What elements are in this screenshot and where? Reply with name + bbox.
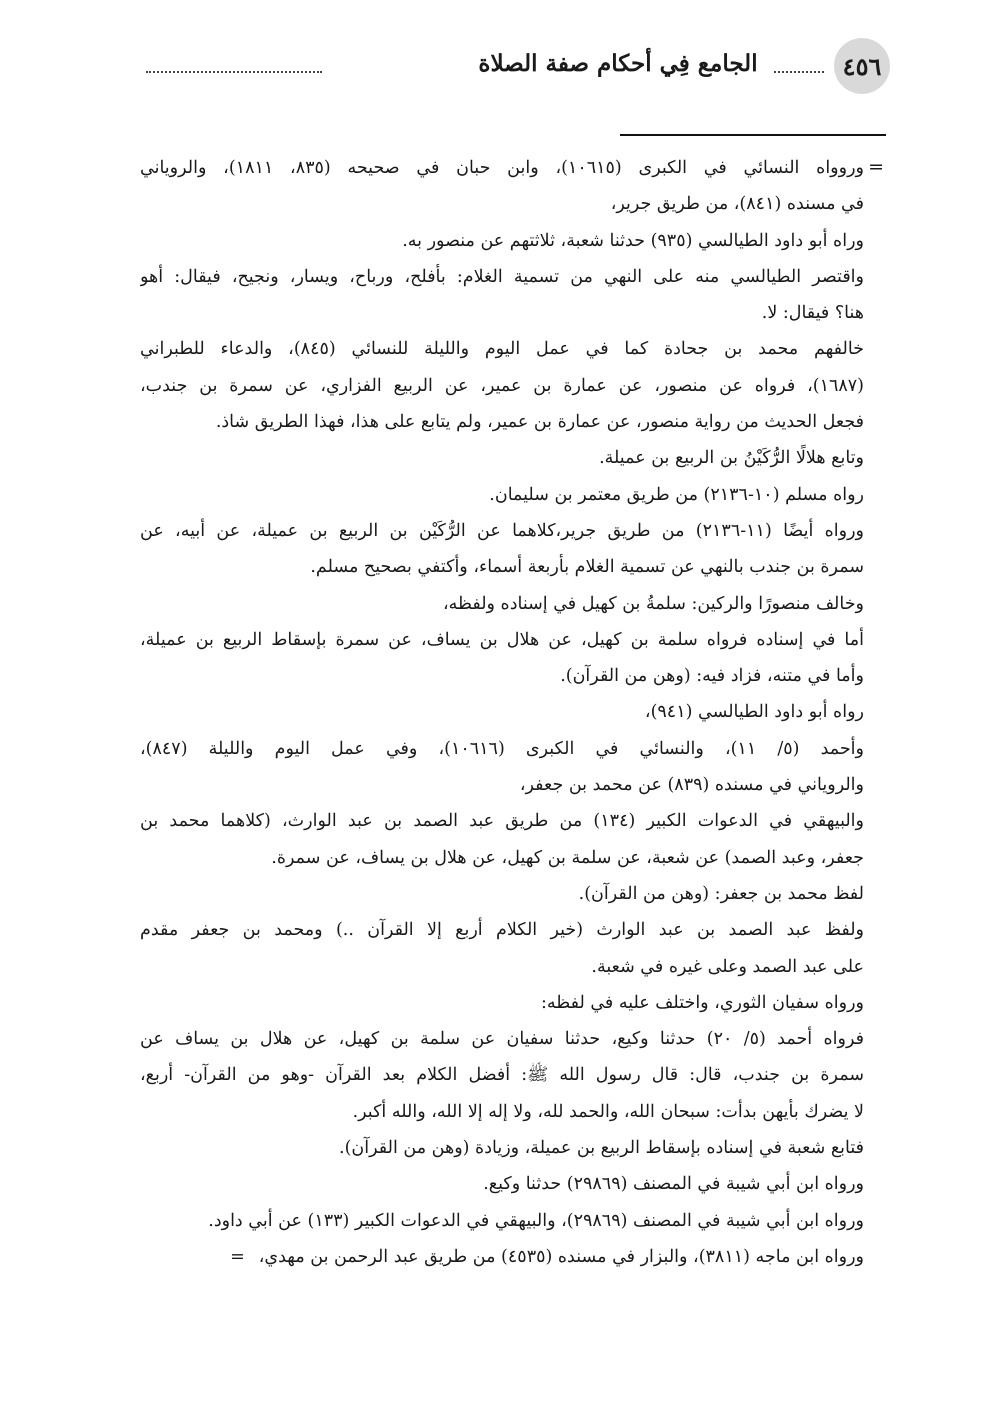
footnote-line: ورواه أيضًا (١١-٢١٣٦) من طريق جرير،كلاهما عن الرُّكَيْن بن الربيع بن عميلة، عن أبيه، عن: [140, 520, 864, 541]
footnote-line: سمرة بن جندب، قال: قال رسول الله ﷺ: أفضل الكلام بعد القرآن -وهو من القرآن- أربع،: [140, 1065, 864, 1086]
book-title: الجامع فِي أحكام صفة الصلاة: [478, 50, 758, 77]
footnote-line: جعفر، وعبد الصمد) عن شعبة، عن سلمة بن كهيل، عن هلال بن يساف، عن سمرة.: [271, 847, 864, 868]
footnote-line: لفظ محمد بن جعفر: (وهن من القرآن).: [578, 883, 864, 904]
footnote-line: (١٦٨٧)، فرواه عن منصور، عن عمارة بن عمير، عن الربيع الفزاري، عن سمرة بن جندب،: [140, 375, 864, 396]
footnote-body: [140, 150, 864, 1275]
footnote-line: ورواه ابن أبي شيبة في المصنف (٢٩٨٦٩) حدثنا وكيع.: [483, 1174, 864, 1195]
footnote-line: واقتصر الطيالسي منه على النهي من تسمية الغلام: بأفلح، ورباح، ويسار، ونجيح، فيقال: أهو: [140, 266, 864, 287]
footnote-line: هنا؟ فيقال: لا.: [761, 303, 864, 324]
footnote-continued-mark: =: [868, 156, 884, 178]
footnote-line: وأحمد (٥/ ١١)، والنسائي في الكبرى (١٠٦١٦)، وفي عمل اليوم والليلة (٨٤٧)،: [140, 738, 864, 759]
footnote-line: وتابع هلالًا الرُّكَيْنُ بن الربيع بن عميلة.: [599, 448, 864, 469]
footnote-separator: [620, 134, 886, 136]
footnote-line: فتابع شعبة في إسناده بإسقاط الربيع بن عميلة، وزيادة (وهن من القرآن).: [339, 1138, 864, 1159]
footnote-line: أما في إسناده فرواه سلمة بن كهيل، عن هلال بن يساف، عن سمرة بإسقاط الربيع بن عميلة،: [140, 629, 864, 650]
page-number: ٤٥٦: [834, 38, 890, 94]
footnote-line: على عبد الصمد وعلى غيره في شعبة.: [591, 956, 864, 977]
header-dotted-leader-right: [774, 71, 824, 73]
footnote-line: رواه مسلم (١٠-٢١٣٦) من طريق معتمر بن سليمان.: [489, 484, 864, 505]
footnote-line: والبيهقي في الدعوات الكبير (١٣٤) من طريق عبد الصمد بن عبد الوارث، (كلاهما محمد بن: [140, 811, 864, 832]
footnote-line: ورواه ابن أبي شيبة في المصنف (٢٩٨٦٩)، والبيهقي في الدعوات الكبير (١٣٣) عن أبي داود.: [208, 1210, 864, 1231]
footnote-line-text: ورواه ابن ماجه (٣٨١١)، والبزار في مسنده (٤٥٣٥) من طريق عبد الرحمن بن مهدي،: [258, 1246, 864, 1267]
footnote-line: لا يضرك بأيهن بدأت: سبحان الله، والحمد لله، ولا إله إلا الله، والله أكبر.: [352, 1101, 864, 1122]
header-dotted-leader-left: [146, 71, 322, 73]
footnote-line: وراه أبو داود الطيالسي (٩٣٥) حدثنا شعبة، ثلاثتهم عن منصور به.: [402, 230, 864, 251]
footnote-line: ولفظ عبد الصمد بن عبد الوارث (خير الكلام أربع إلا القرآن ..) ومحمد بن جعفر مقدم: [140, 920, 864, 941]
footnote-line: رواه أبو داود الطيالسي (٩٤١)،: [644, 702, 864, 723]
footnote-line: والروياني في مسنده (٨٣٩) عن محمد بن جعفر،: [519, 775, 864, 796]
footnote-line: فرواه أحمد (٥/ ٢٠) حدثنا وكيع، حدثنا سفيان عن سلمة بن كهيل، عن هلال بن يساف عن: [140, 1029, 864, 1050]
footnote-line: وروواه النسائي في الكبرى (١٠٦١٥)، وابن حبان في صحيحه (٨٣٥، ١٨١١)، والروياني: [140, 158, 864, 178]
footnote-line: وأما في متنه، فزاد فيه: (وهن من القرآن).: [560, 666, 864, 687]
footnote-last-line: [140, 1239, 864, 1275]
footnote-line: وخالف منصورًا والركين: سلمةُ بن كهيل في إسناده ولفظه،: [442, 593, 864, 614]
page-header: [140, 38, 890, 112]
footnote-line: خالفهم محمد بن جحادة كما في عمل اليوم والليلة للنسائي (٨٤٥)، والدعاء للطبراني: [140, 339, 864, 360]
footnote-line: ورواه سفيان الثوري، واختلف عليه في لفظه:: [540, 992, 864, 1013]
footnote-line: سمرة بن جندب بالنهي عن تسمية الغلام بأربعة أسماء، وأكتفي بصحيح مسلم.: [310, 557, 864, 578]
footnote-continues-mark: =: [230, 1246, 245, 1267]
footnote-line: في مسنده (٨٤١)، من طريق جرير،: [610, 194, 864, 215]
footnote-line: فجعل الحديث من رواية منصور، عن عمارة بن عمير، ولم يتابع على هذا، فهذا الطريق شاذ.: [215, 412, 864, 433]
